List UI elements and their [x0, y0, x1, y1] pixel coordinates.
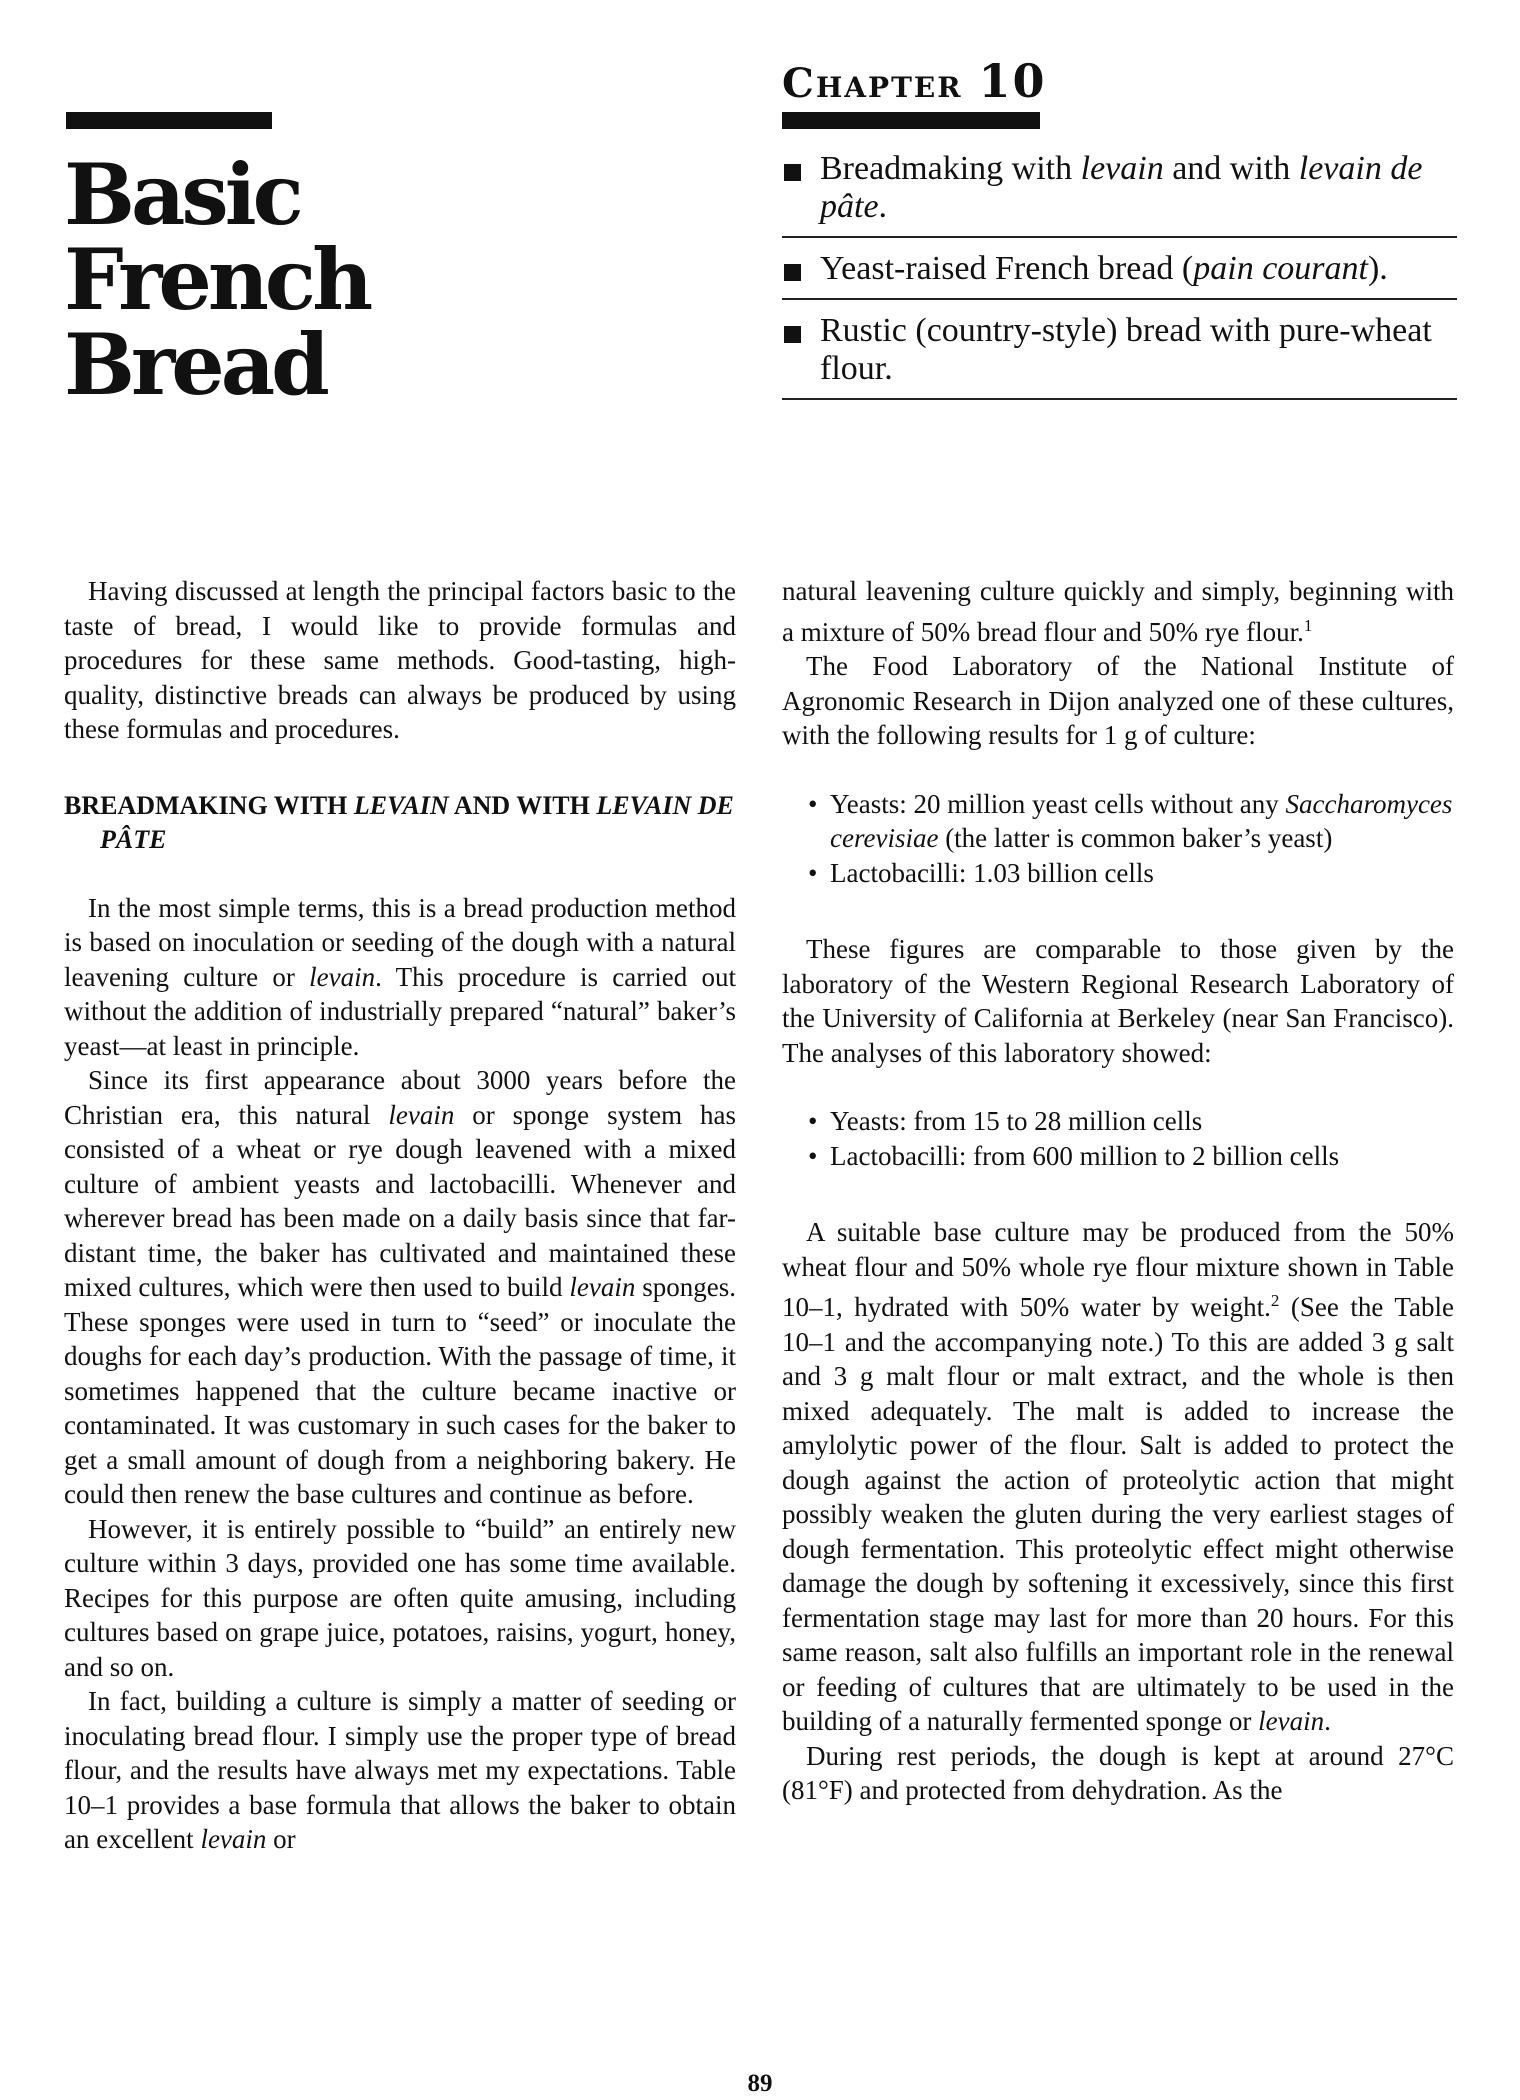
title-rule	[66, 112, 272, 129]
title-line-1: Basic	[64, 145, 300, 244]
chapter-rule	[782, 112, 1040, 129]
body-paragraph: natural leavening culture quickly and simply, beginning with a mixture of 50% bread flour and 50% rye flour.$^1$	[782, 576, 1454, 647]
chapter-label	[782, 54, 1046, 108]
topic-item: Rustic (country-style) bread with pure-wheat flour.	[782, 308, 1457, 400]
list-item: • Lactobacilli: from 600 million to 2 billion cells	[808, 1139, 1454, 1174]
chapter-number: 10	[978, 54, 1047, 108]
footnote-ref: 2	[1270, 1291, 1280, 1310]
body-paragraph: During rest periods, the dough is kept at around 27°C (81°F) and protected from dehydration. As the	[782, 1740, 1454, 1805]
intro-paragraph: Having discussed at length the principal factors basic to the taste of bread, I would like to provide formulas and procedures for these same methods. Good-tasting, high-quality, distinctive breads can always be produced by using these formulas and procedures.	[64, 576, 736, 744]
list-item: • Yeasts: 20 million yeast cells without any Saccharomyces cerevisiae (the latter is common baker’s yeast)	[808, 787, 1454, 856]
title-line-2: French Bread	[64, 230, 370, 414]
results-list	[782, 1104, 1454, 1173]
body-paragraph: These figures are comparable to those given by the laboratory of the Western Regional Research Laboratory of the University of California at Berkeley (near San Francisco). The analyses of this laboratory showed:	[782, 934, 1454, 1068]
results-list	[782, 787, 1454, 891]
body-paragraph: Since its first appearance about 3000 years before the Christian era, this natural levain or sponge system has consisted of a wheat or rye dough leavened with a mixed culture of ambient yeasts and lactobacilli. Whenever and wherever bread has been made on a daily basis since that far-distant time, the baker has cultivated and maintained these mixed cultures, which were then used to build levain sponges. These sponges were used in turn to “seed” or inoculate the doughs for each day’s production. With the passage of time, it sometimes happened that the culture became inactive or contaminated. It was customary in such cases for the baker to get a small amount of dough from a neighboring bakery. He could then renew the base cultures and continue as before.	[64, 1065, 736, 1509]
topic-item: Yeast-raised French bread (pain courant).	[782, 246, 1457, 300]
square-bullet-icon	[784, 264, 801, 281]
chapter-word: Chapter	[782, 60, 963, 107]
chapter-topics	[782, 146, 1457, 408]
body-paragraph: In the most simple terms, this is a bread production method is based on inoculation or seeding of the dough with a natural leavening culture or levain. This procedure is carried out without the addition of industrially prepared “natural” baker’s yeast—at least in principle.	[64, 892, 736, 1061]
body-paragraph: A suitable base culture may be produced from the 50% wheat flour and 50% whole rye flour mixture shown in Table 10–1, hydrated with 50% water by weight.$^2$ (See the Table 10–1 and the accompanying note.) To this are added 3 g salt and 3 g malt flour or malt extract, and the whole is then mixed adequately. The malt is added to increase the amylolytic power of the flour. Salt is added to protect the dough against the action of proteolytic action that might possibly weaken the gluten during the very earliest stages of dough fermentation. This proteolytic effect might otherwise damage the dough by softening it excessively, since this first fermentation stage may last for more than 20 hours. For this same reason, salt also fulfills an important role in the renewal or feeding of cultures that are ultimately to be used in the building of a naturally fermented sponge or levain.	[782, 1217, 1454, 1736]
topic-item: Breadmaking with levain and with levain de pâte.	[782, 146, 1457, 238]
list-item: • Yeasts: from 15 to 28 million cells	[808, 1104, 1454, 1139]
footnote-ref: 1	[1303, 615, 1313, 635]
body-paragraph: The Food Laboratory of the National Institute of Agronomic Research in Dijon analyzed one of these cultures, with the following results for 1 g of culture:	[782, 651, 1454, 750]
left-column	[64, 574, 736, 1857]
page-number: 89	[747, 2070, 773, 2097]
square-bullet-icon	[784, 326, 801, 343]
list-item: • Lactobacilli: 1.03 billion cells	[808, 856, 1454, 891]
body-paragraph: In fact, building a culture is simply a matter of seeding or inoculating bread flour. I simply use the proper type of bread flour, and the results have always met my expectations. Table 10–1 provides a base formula that allows the baker to obtain an excellent levain or	[64, 1686, 736, 1854]
body-paragraph: However, it is entirely possible to “build” an entirely new culture within 3 days, provided one has some time available. Recipes for this purpose are often quite amusing, including cultures based on grape juice, potatoes, raisins, yogurt, honey, and so on.	[64, 1513, 736, 1682]
section-heading: BREADMAKING WITH LEVAIN AND WITH LEVAIN DE PÂTE	[64, 790, 734, 854]
chapter-title	[64, 145, 624, 414]
square-bullet-icon	[784, 164, 801, 181]
right-column	[782, 574, 1454, 1808]
